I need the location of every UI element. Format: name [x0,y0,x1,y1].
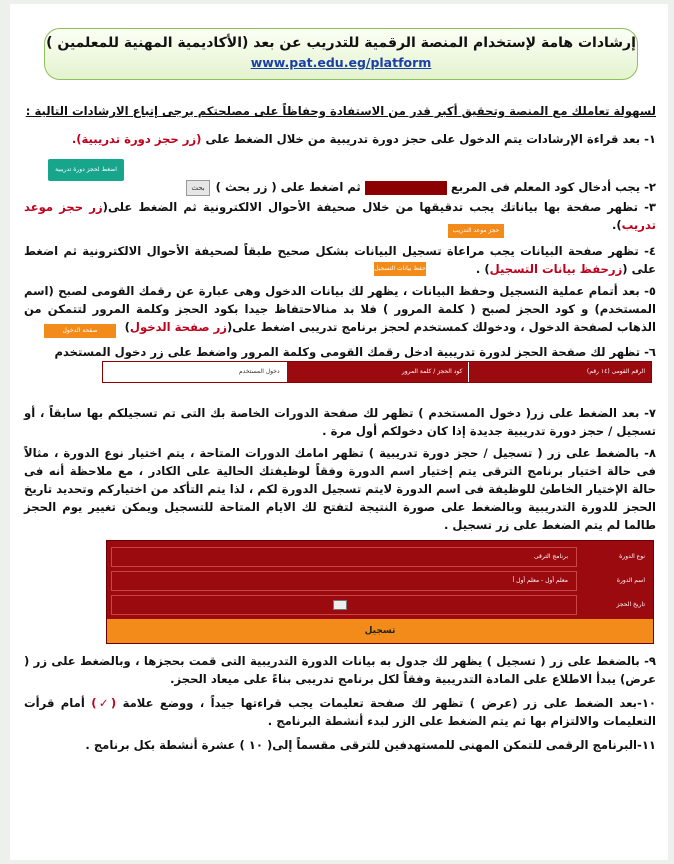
step-6: ٦- تظهر لك صفحة الحجز لدورة تدريبية ادخل رقمك القومى وكلمة المرور واضغط على زر دخول المستخدم [54,345,656,359]
course-type-label: نوع الدورة [619,553,645,560]
step-10-checkmark: (✓) [91,696,117,710]
step-5-highlight: زر صفحة الدخول [129,320,227,334]
step-2 [24,178,656,196]
course-type-select[interactable]: برنامج الترقى [111,547,577,567]
login-bar [102,361,652,383]
step-1-highlight: (زر حجز دورة تدريبية). [71,132,202,146]
step-3-end: ). [611,218,622,232]
login-page-button[interactable]: صفحة الدخول [44,324,116,338]
step-3-text: ٣- تظهر صفحة بها بياناتك يجب تدقيقها من خلال صحيفة الأحوال الالكترونية ثم الضغط على( [102,200,656,214]
calendar-icon[interactable] [333,600,347,610]
national-id-field[interactable]: الرقم القومى (١٤ رقم) [468,362,651,382]
step-2-text-a: ٢- يجب أدخال كود المعلم فى المربع [450,180,656,194]
registration-form [106,540,654,644]
step-5-end: ) [124,320,130,334]
user-login-button[interactable]: دخول المستخدم [103,362,286,382]
save-data-button[interactable]: حفظ بيانات التسجيل [374,262,426,276]
form-row-course-type [111,547,649,567]
password-field[interactable]: كود الحجز / كلمة المرور [286,362,469,382]
course-name-select[interactable]: معلم أول - معلم أول أ [111,571,577,591]
step-4-end: ) . [475,262,490,276]
book-slot-button[interactable]: حجز موعد التدريب [448,224,504,238]
form-row-course-name [111,571,649,591]
step-10 [24,694,656,730]
step-5-text: ٥- بعد أتمام عملية التسجيل وحفظ البيانات ، يظهر لك بيانات الدخول وهى عبارة عن رقمك القومى لصبح (اسم المستخدم) و كود الحجز لصبح ( كلمة المرور ) فلا بد منالاحتفاظ جيدا بكود الحجز وكلمة المرور لتتمكن من الذهاب لصفحة الدخول ، ودخولك كمستخدم لحجز برنامج تدريبى اضغط على( [24,284,656,334]
register-button[interactable]: تسجيل [107,619,653,643]
step-7: ٧- بعد الضغط على زر( دخول المستخدم ) تظهر لك صفحة الدورات الخاصة بك التى تم تسجيلكم بها سابقاً ، أو تسجيل / حجز دورة تدريبية جديدة إذا كان دخولكم أول مرة . [24,406,656,438]
course-name-label: اسم الدورة [616,577,645,584]
search-button[interactable]: بحث [186,180,210,196]
step-8: ٨- بالضغط على زر ( تسجيل / حجز دورة تدريبية ) تظهر امامك الدورات المتاحة ، يتم اختيار نوع الدورة ، مثالاً فى حالة اختيار برنامج الترقى يتم إختيار اسم الدورة وفقاً لوظيفتك الحالية على الكادر ، مع ملاحظة أنه فى حالة الإختيار الخاطئ للوظيفة فى اسم الدورة لايتم تسجيل الدورة لكم ، لذا يتم التأكد من اختياركم وتحديد تاريخ الحجز للدورة التدريبية وبالضغط على صورة النتيجة لتفتح لك الايام المتاحة للتسجيل ويمكن تغيير يوم الحجز طالما لم يتم الضغط على زر تسجيل . [24,446,656,532]
book-course-button[interactable]: اضغط لحجز دورة تدريبية [48,159,124,181]
step-4-text: ٤- تظهر صفحة البيانات يجب مراعاة تسجيل البيانات بشكل صحيح طبقاً لصحيفة الأحوال الالكترونية ثم اضغط على ( [24,244,656,276]
step-10-text: ١٠-بعد الضغط على زر (عرض ) تظهر لك صفحة تعليمات يجب قراءتها جيداً ، ووضع علامة [122,696,657,710]
booking-date-label: تاريخ الحجز [616,601,645,608]
page-title: إرشادات هامة لإستخدام المنصة الرقمية للتدريب عن بعد (الأكاديمية المهنية للمعلمين ) [46,35,636,51]
platform-url-link[interactable]: www.pat.edu.eg/platform [250,55,432,70]
step-5 [24,282,656,336]
step-11: ١١-البرنامج الرقمى للتمكن المهنى للمستهدفين للترقى مقسماً إلى( ١٠ ) عشرة أنشطة بكل برنامج . [85,738,656,752]
step-4 [24,242,656,278]
title-banner [44,28,638,80]
step-1-text: ١- بعد قراءة الإرشادات يتم الدخول على حجز دورة تدريبية من خلال الضغط على [205,132,656,146]
form-row-date [111,595,649,615]
step-1 [24,130,656,148]
step-4-highlight: زرحفظ بيانات التسجيل [489,262,623,276]
booking-date-picker[interactable] [111,595,577,615]
step-10-end: أمام قرأت التعليمات والالتزام بها ثم يتم الضغط على الزر لبدء أنشطة البرنامج . [24,696,656,728]
document-page [10,4,668,860]
step-9: ٩- بالضغط على زر ( تسجيل ) يظهر لك جدول به بيانات الدورة التدريبية التى قمت بحجزها ، وبالضغط على زر ( عرض) يبدأ الاطلاع على المادة التدريبية وفقاً لكل برنامج تدريبى بناءً على ميعاد الحجز. [24,654,656,686]
step-3-highlight: زر حجز موعد تدريب [24,200,656,232]
intro-text: لسهولة تعاملك مع المنصة وتحقيق أكبر قدر من الاستفادة وحفاظاً على مصلحتكم يرجى إتباع الارشادات التالية : [25,104,656,118]
step-3 [24,198,656,234]
step-2-text-b: ثم اضغط على ( زر بحث ) [215,180,361,194]
teacher-code-input[interactable] [365,181,447,195]
